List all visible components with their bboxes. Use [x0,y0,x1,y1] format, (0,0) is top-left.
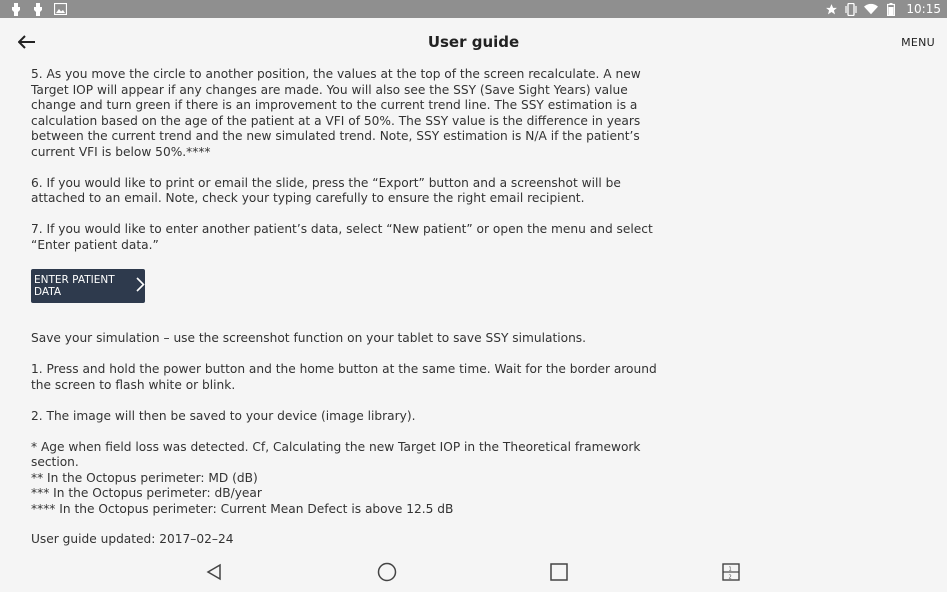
footnote-4: **** In the Octopus perimeter: Current Mean Defect is above 12.5 dB [31,501,454,516]
save-step-1: 1. Press and hold the power button and the home button at the same time. Wait for the border around the screen to flash white or blink. [31,362,657,392]
enter-patient-data-label: ENTER PATIENT DATA [34,274,115,298]
home-circle-icon [377,562,397,586]
split-screen-icon [722,563,740,585]
svg-text:2: 2 [728,574,732,581]
status-right-icons [824,2,947,16]
paragraph-step-5: 5. As you move the circle to another position, the values at the top of the screen recalculate. A new Target IOP will appear if any changes are made. You will also see the SSY (Save Sight Years) value change and turn green if there is an improvement to the current trend line. The SSY estimation is a calculation based on the age of the patient at a VFI of 50%. The SSY value is the difference in years between the current trend and the new simulated trend. Note, SSY estimation is N/A if the patient’s current VFI is below 50%.**** [31,67,641,159]
updated-date: User guide updated: 2017–02–24 [31,532,234,546]
system-nav-bar [0,556,947,592]
battery-icon [884,2,898,16]
footnote-2: ** In the Octopus perimeter: MD (dB) [31,470,258,485]
status-left-icons [0,2,67,16]
footnote-1: * Age when field loss was detected. Cf, Calculating the new Target IOP in the Theoretical framework section. [31,439,641,469]
svg-text:1: 1 [728,566,732,573]
app-bar [0,18,947,66]
image-icon [53,2,67,16]
nav-home-button[interactable] [376,563,398,585]
nav-split-screen-button[interactable] [720,563,742,585]
vibrate-icon [844,2,858,16]
wifi-icon [864,2,878,16]
recents-square-icon [550,563,568,585]
usb-icon [31,2,45,16]
chevron-right-icon [136,277,145,295]
back-triangle-icon [205,563,223,585]
paragraph-step-6: 6. If you would like to print or email the slide, press the “Export” button and a screenshot will be attached to an email. Note, check your typing carefully to ensure the right email recipient. [31,175,621,205]
usb-icon [9,2,23,16]
status-bar [0,0,947,18]
star-icon [824,2,838,16]
nav-back-button[interactable] [203,563,225,585]
save-intro: Save your simulation – use the screenshot function on your tablet to save SSY simulations. [31,331,587,345]
page-title: User guide [427,33,520,51]
nav-recents-button[interactable] [548,563,570,585]
save-step-2: 2. The image will then be saved to your device (image library). [31,408,416,423]
paragraph-step-7: 7. If you would like to enter another patient’s data, select “New patient” or open the menu and select “Enter patient data.” [31,222,653,252]
footnote-3: *** In the Octopus perimeter: dB/year [31,486,262,500]
save-simulation-section [31,331,671,517]
guide-content [31,67,671,253]
status-time: 10:15 [906,2,941,16]
menu-button[interactable]: MENU [901,36,935,49]
enter-patient-data-button[interactable] [31,269,145,303]
